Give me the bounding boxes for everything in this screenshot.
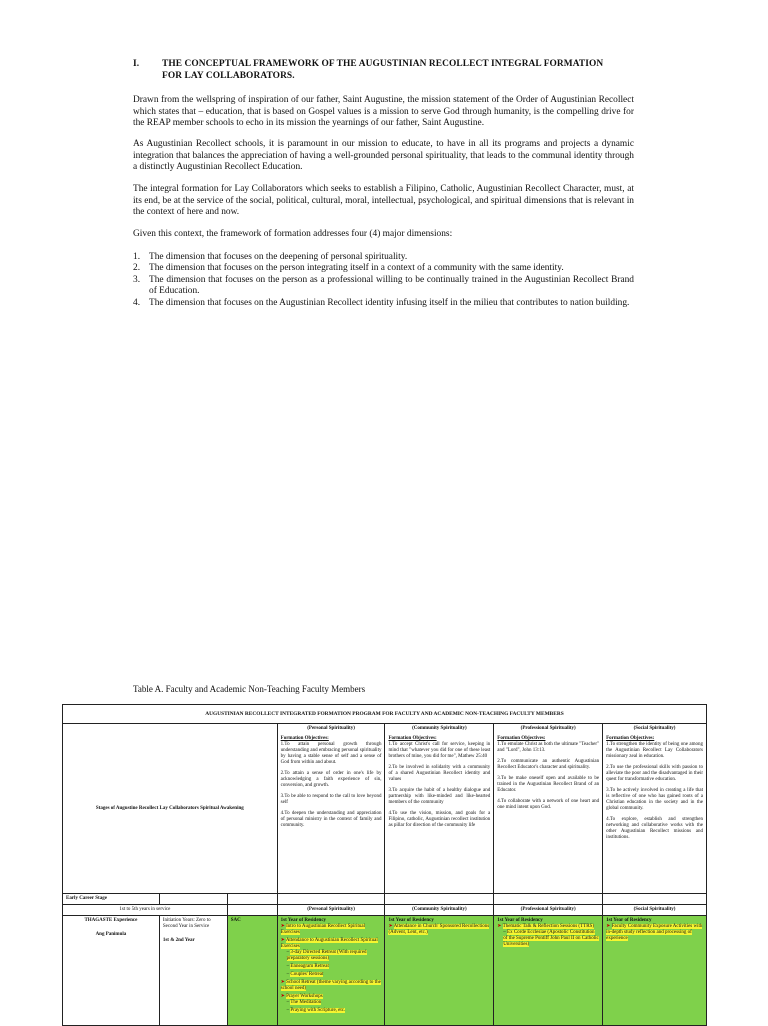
objectives-personal: (Personal Spirituality) Formation Objectives: 1.To attain personal growth through understanding and embracing personal spirituality by having a stable sense of self and a sense of God from within and about. 2.To attain a sense of order in one's life by acknowledging a faith experience of sin, conversion, and growth. 3.To be able to respond to the call to love beyond self 4.To deepen the understanding and appreciation of personal ministry in the context of family and community. <box>277 724 385 894</box>
dimensions-list <box>133 252 634 309</box>
objectives-community: (Community Spirituality) Formation Objectives: 1.To accept Christ's call for service, keeping in mind that "whatever you did for one of these least brothers of mine, you did for me", Mathew 25:40 2.To be involved in solidarity with a community of a shared Augustinian Recollect identity and values 3.To acquire the habit of a healthy dialogue and partnership with like-minded and like-hearted members of the community 4.To use the vision, mission, and goals for a Filipino, catholic, Augustinian recollect institution as pillar for direction of the community life <box>385 724 494 894</box>
dimension-item: 2. The dimension that focuses on the person integrating itself in a context of a community with the same identity. <box>133 263 564 274</box>
personal-activities: 1st Year of Residency ➤ Intro to Augustinian Recollect Spiritual Exercises ➤ Attendance to Augustinian Recollect Spiritual Exercises – 3-day Directed Retreat (With required preparatory sessions) – Enneagram Retreat – Couples' Retreat ➤ School Retreat (theme varying according to the school need) ➤ Prayer Workshops – The Meditation – Praying with Scripture, etc. <box>277 916 385 1026</box>
section-numeral: I. <box>133 59 140 69</box>
formation-program-table <box>62 704 707 1026</box>
objectives-social: (Social Spirituality) Formation Objectives: 1.To strengthen the identity of being one among the Augustinian Recollect Lay Collaborators missionary zeal in education. 2.To use the professional skills with passion to alleviate the poor and the disadvantaged in their quest for transformative education. 3.To be actively involved in creating a life that is reflective of one who has gained roots of a Christian education in the society and in the global community. 4.To explore, establish and strengthen networking and collaborative works with the other Augustinian Recollect missions and institutions. <box>603 724 707 894</box>
years-in-service: 1st to 5th years in service <box>63 905 228 916</box>
early-career-stage: Early Career Stage <box>63 894 160 905</box>
social-activities: 1st Year of Residency ➤ Faculty Community Exposure Activities with in-depth study reflection and processing of experience <box>603 916 707 1026</box>
initiation-years: Initiation Years: Zero to Second Year in Service 1st & 2nd Year <box>159 916 227 1026</box>
head-community: (Community Spirituality) <box>385 905 494 916</box>
paragraph-4: Given this context, the framework of formation addresses four (4) major dimensions: <box>133 229 453 239</box>
stages-label: Stages of Augustine Recollect Lay Collaborators Spiritual Awakening <box>63 724 278 894</box>
dimension-item: 3. The dimension that focuses on the person as a professional willing to be continually trained in the Augustinian Recollect Brand of Education. <box>133 274 634 297</box>
section-title-line1: THE CONCEPTUAL FRAMEWORK OF THE AUGUSTINIAN RECOLLECT INTEGRAL FORMATION <box>162 59 604 69</box>
objectives-professional: (Professional Spirituality) Formation Objectives: 1.To emulate Christ as both the ultimate "Teacher" and "Lord", John 13:13. 2.To communicate an authentic Augustinian Recollect Educator's character and spirituality. 3.To be make oneself open and available to be trained in the Augustinian Recollect Brand of an Educator. 4.To collaborate with a network of one heart and one mind intent upon God. <box>494 724 603 894</box>
head-professional: (Professional Spirituality) <box>494 905 603 916</box>
table-caption: Table A. Faculty and Academic Non-Teaching Faculty Members <box>133 684 366 694</box>
paragraph-2: As Augustinian Recollect schools, it is paramount in our mission to educate, to have in all its programs and projects a dynamic integration that balances the appreciation of having a well-grounded personal spirituality, that leads to the communal identity through a distinctly Augustinian Recollect Education. <box>133 139 634 173</box>
paragraph-3: The integral formation for Lay Collaborators which seeks to establish a Filipino, Catholic, Augustinian Recollect Character, must, at its end, be at the service of the social, political, cultural, moral, intellectual, psychological, and spiritual dimensions that is relevant in the context of here and now. <box>133 184 634 218</box>
paragraph-1: Drawn from the wellspring of inspiration of our father, Saint Augustine, the mission statement of the Order of Augustinian Recollect which states that – education, that is based on Gospel values is a mission to serve God through humanity, is the compelling drive for the REAP member schools to echo in its mission the yearnings of our father, Saint Augustine. <box>133 95 634 129</box>
section-title-line2: FOR LAY COLLABORATORS. <box>162 71 295 81</box>
sac-cell: SAC <box>227 916 277 1026</box>
head-personal: (Personal Spirituality) <box>277 905 385 916</box>
community-activities: 1st Year of Residency ➤ Attendance in Church' Sponsored Recollections (Advent, Lent, etc.) <box>385 916 494 1026</box>
professional-activities: 1st Year of Residency ➤ Thematic Talk & Reflection Sessions (TTRS) – Ex Corde Ecclesiae (Apostolic Constitution of the Supreme Pontiff John Paul II on Catholic Universities) <box>494 916 603 1026</box>
table-title: AUGUSTINIAN RECOLLECT INTEGRATED FORMATION PROGRAM FOR FACULTY AND ACADEMIC NON-TEACHING FACULTY MEMBERS <box>63 705 707 724</box>
dimension-item: 4. The dimension that focuses on the Augustinian Recollect identity infusing itself in the milieu that contributes to nation building. <box>133 297 630 308</box>
head-social: (Social Spirituality) <box>603 905 707 916</box>
stage-thagaste: THAGASTE Experience Ang Panimula <box>63 916 160 1026</box>
dimension-item: 1. The dimension that focuses on the deepening of personal spirituality. <box>133 252 408 262</box>
